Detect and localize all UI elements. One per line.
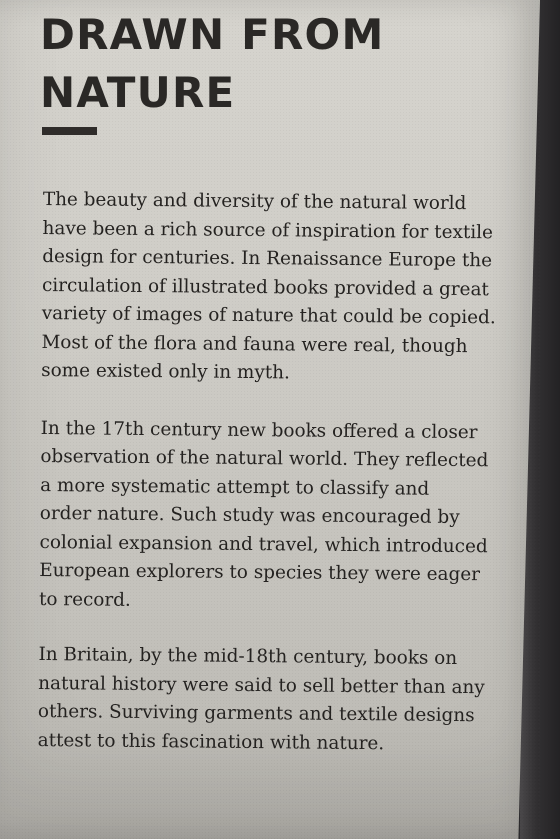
- text-line: design for centuries. In Renaissance Europe the: [42, 245, 493, 272]
- text-line: The beauty and diversity of the natural world: [42, 188, 467, 215]
- title-line: NATURE: [40, 68, 236, 117]
- text-line: attest to this fascination with nature.: [37, 729, 385, 754]
- paragraph-1: [41, 186, 496, 390]
- text-line: some existed only in myth.: [41, 359, 290, 384]
- text-line: have been a rich source of inspiration for textile: [42, 217, 494, 243]
- text-line: In Britain, by the mid-18th century, books on: [38, 643, 458, 669]
- text-line: Most of the flora and fauna were real, though: [41, 331, 468, 357]
- text-line: natural history were said to sell better than any: [38, 672, 485, 698]
- text-line: a more systematic attempt to classify and: [40, 474, 430, 500]
- title-line: DRAWN FROM: [40, 10, 385, 59]
- text-line: circulation of illustrated books provided a great: [41, 274, 489, 300]
- text-line: In the 17th century new books offered a closer: [40, 417, 478, 443]
- paragraph-3: [37, 641, 485, 759]
- title-underline-rule: [42, 127, 97, 135]
- text-line: order nature. Such study was encouraged by: [39, 502, 460, 529]
- text-line: European explorers to species they were eager: [39, 559, 481, 586]
- text-line: variety of images of nature that could be copied.: [41, 302, 496, 329]
- text-line: to record.: [38, 588, 131, 611]
- paragraph-2: [38, 414, 489, 618]
- text-line: colonial expansion and travel, which introduced: [39, 531, 488, 557]
- label-body: [37, 186, 496, 759]
- text-line: observation of the natural world. They reflected: [40, 445, 489, 472]
- label-title: [40, 6, 384, 122]
- text-line: others. Surviving garments and textile designs: [37, 700, 475, 727]
